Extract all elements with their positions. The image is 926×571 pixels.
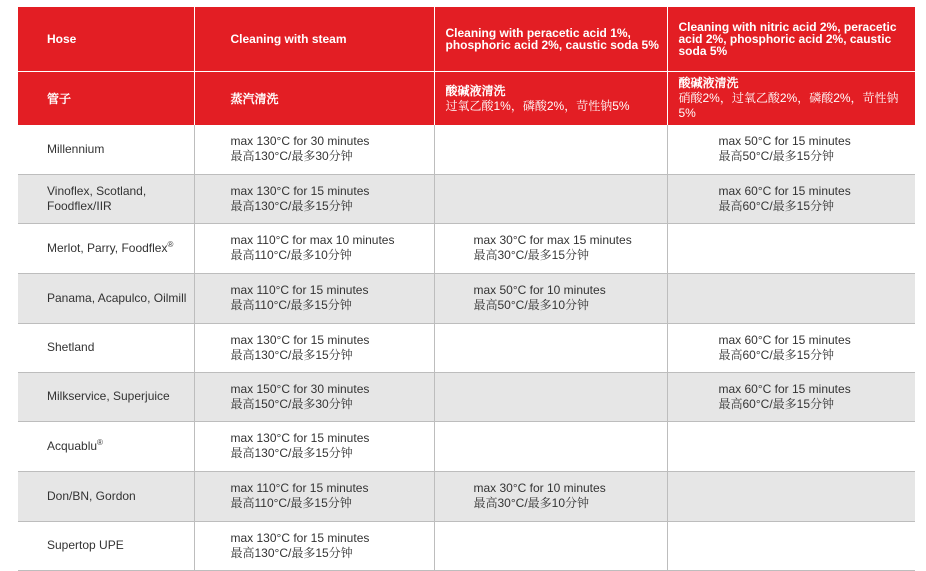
steam-cn: 最高110°C/最多10分钟 — [230, 248, 352, 262]
acid-cell — [434, 471, 667, 521]
acid-cell — [434, 125, 667, 174]
table-header — [18, 7, 915, 125]
steam-cell — [194, 421, 434, 471]
nitric-cn: 最高60°C/最多15分钟 — [718, 198, 834, 213]
acid-en: max 30°C for 10 minutes — [473, 481, 606, 495]
hose-name-text: Acquablu — [47, 438, 98, 453]
hose-name: Don/BN, Gordon — [18, 471, 194, 521]
header-hose: Hose — [18, 7, 194, 72]
header-acid: Cleaning with peracetic acid 1%, phosphoric acid 2%, caustic soda 5% — [434, 7, 667, 72]
table-row — [18, 323, 915, 372]
table-row — [18, 372, 915, 421]
nitric-cell — [667, 372, 915, 421]
header-row-chinese — [18, 72, 915, 126]
header-row-english — [18, 7, 915, 72]
registered-mark: ® — [97, 437, 103, 447]
hose-name — [18, 223, 194, 273]
steam-cn: 最高130°C/最多15分钟 — [230, 347, 353, 362]
hose-name: Millennium — [18, 125, 194, 174]
registered-mark: ® — [167, 239, 174, 249]
acid-cn: 最高30°C/最多10分钟 — [473, 496, 589, 510]
header-nitric: Cleaning with nitric acid 2%, peracetic acid 2%, phosphoric acid 2%, caustic soda 5% — [667, 7, 915, 72]
table-row — [18, 471, 915, 521]
steam-en: max 130°C for 15 minutes — [230, 431, 370, 445]
acid-cell — [434, 273, 667, 323]
acid-cell — [434, 223, 667, 273]
nitric-en: max 60°C for 15 minutes — [718, 183, 851, 198]
nitric-cell — [667, 273, 915, 323]
table-row — [18, 223, 915, 273]
steam-en: max 130°C for 15 minutes — [230, 530, 370, 545]
nitric-cell — [667, 174, 915, 223]
table-row — [18, 273, 915, 323]
nitric-cn: 最高60°C/最多15分钟 — [718, 396, 834, 411]
steam-en: max 130°C for 15 minutes — [230, 332, 370, 347]
steam-cn: 最高130°C/最多15分钟 — [230, 198, 353, 213]
steam-en: max 150°C for 30 minutes — [230, 381, 370, 396]
steam-cell — [194, 372, 434, 421]
acid-cell — [434, 174, 667, 223]
header-steam-cn: 蒸汽清洗 — [194, 72, 434, 126]
acid-en: max 30°C for max 15 minutes — [473, 233, 632, 247]
steam-cn: 最高150°C/最多30分钟 — [230, 396, 353, 411]
steam-cell — [194, 223, 434, 273]
hose-name — [18, 174, 194, 223]
nitric-cn: 最高50°C/最多15分钟 — [718, 149, 834, 164]
steam-cell — [194, 273, 434, 323]
steam-cell — [194, 471, 434, 521]
steam-cell — [194, 323, 434, 372]
steam-en: max 110°C for 15 minutes — [230, 481, 369, 495]
nitric-en: max 60°C for 15 minutes — [718, 381, 851, 396]
hose-name: Milkservice, Superjuice — [18, 372, 194, 421]
steam-cell — [194, 174, 434, 223]
nitric-cn: 最高60°C/最多15分钟 — [718, 347, 834, 362]
table-row — [18, 174, 915, 223]
steam-cn: 最高110°C/最多15分钟 — [230, 298, 352, 312]
header-acid-cn-sub: 过氧乙酸1%，磷酸2%，苛性钠5% — [445, 98, 630, 113]
nitric-cell — [667, 323, 915, 372]
hose-name-line1: Vinoflex, Scotland, — [47, 183, 147, 198]
steam-en: max 110°C for max 10 minutes — [230, 233, 395, 247]
table-row — [18, 421, 915, 471]
acid-cn: 最高30°C/最多15分钟 — [473, 248, 589, 262]
header-nitric-cn-sub: 硝酸2%，过氧乙酸2%，磷酸2%，苛性钠5% — [678, 91, 899, 120]
acid-cell — [434, 421, 667, 471]
steam-cn: 最高130°C/最多15分钟 — [230, 545, 353, 560]
acid-cell — [434, 323, 667, 372]
header-hose-cn: 管子 — [18, 72, 194, 126]
nitric-cell — [667, 125, 915, 174]
nitric-cell — [667, 471, 915, 521]
nitric-cell — [667, 223, 915, 273]
steam-en: max 110°C for 15 minutes — [230, 283, 369, 297]
acid-en: max 50°C for 10 minutes — [473, 283, 606, 297]
nitric-en: max 50°C for 15 minutes — [718, 134, 851, 149]
acid-cell — [434, 372, 667, 421]
steam-cn: 最高130°C/最多30分钟 — [230, 149, 353, 164]
hose-name: Supertop UPE — [18, 521, 194, 570]
hose-name — [18, 421, 194, 471]
nitric-cell — [667, 421, 915, 471]
nitric-en: max 60°C for 15 minutes — [718, 332, 851, 347]
header-steam: Cleaning with steam — [194, 7, 434, 72]
table-row — [18, 125, 915, 174]
cleaning-table — [18, 7, 915, 571]
header-nitric-cn-title: 酸碱液清洗 — [678, 76, 739, 90]
hose-name: Shetland — [18, 323, 194, 372]
hose-name-text: Merlot, Parry, Foodflex — [47, 240, 168, 255]
header-acid-cn — [434, 72, 667, 126]
table-body — [18, 125, 915, 570]
header-nitric-cn — [667, 72, 915, 126]
acid-cn: 最高50°C/最多10分钟 — [473, 298, 589, 312]
steam-cell — [194, 125, 434, 174]
hose-name: Panama, Acapulco, Oilmill — [18, 273, 194, 323]
steam-en: max 130°C for 30 minutes — [230, 134, 370, 149]
header-acid-cn-title: 酸碱液清洗 — [445, 83, 506, 98]
hose-name-line2: Foodflex/IIR — [47, 198, 112, 213]
steam-cn: 最高110°C/最多15分钟 — [230, 496, 352, 510]
steam-en: max 130°C for 15 minutes — [230, 183, 370, 198]
steam-cn: 最高130°C/最多15分钟 — [230, 446, 353, 460]
